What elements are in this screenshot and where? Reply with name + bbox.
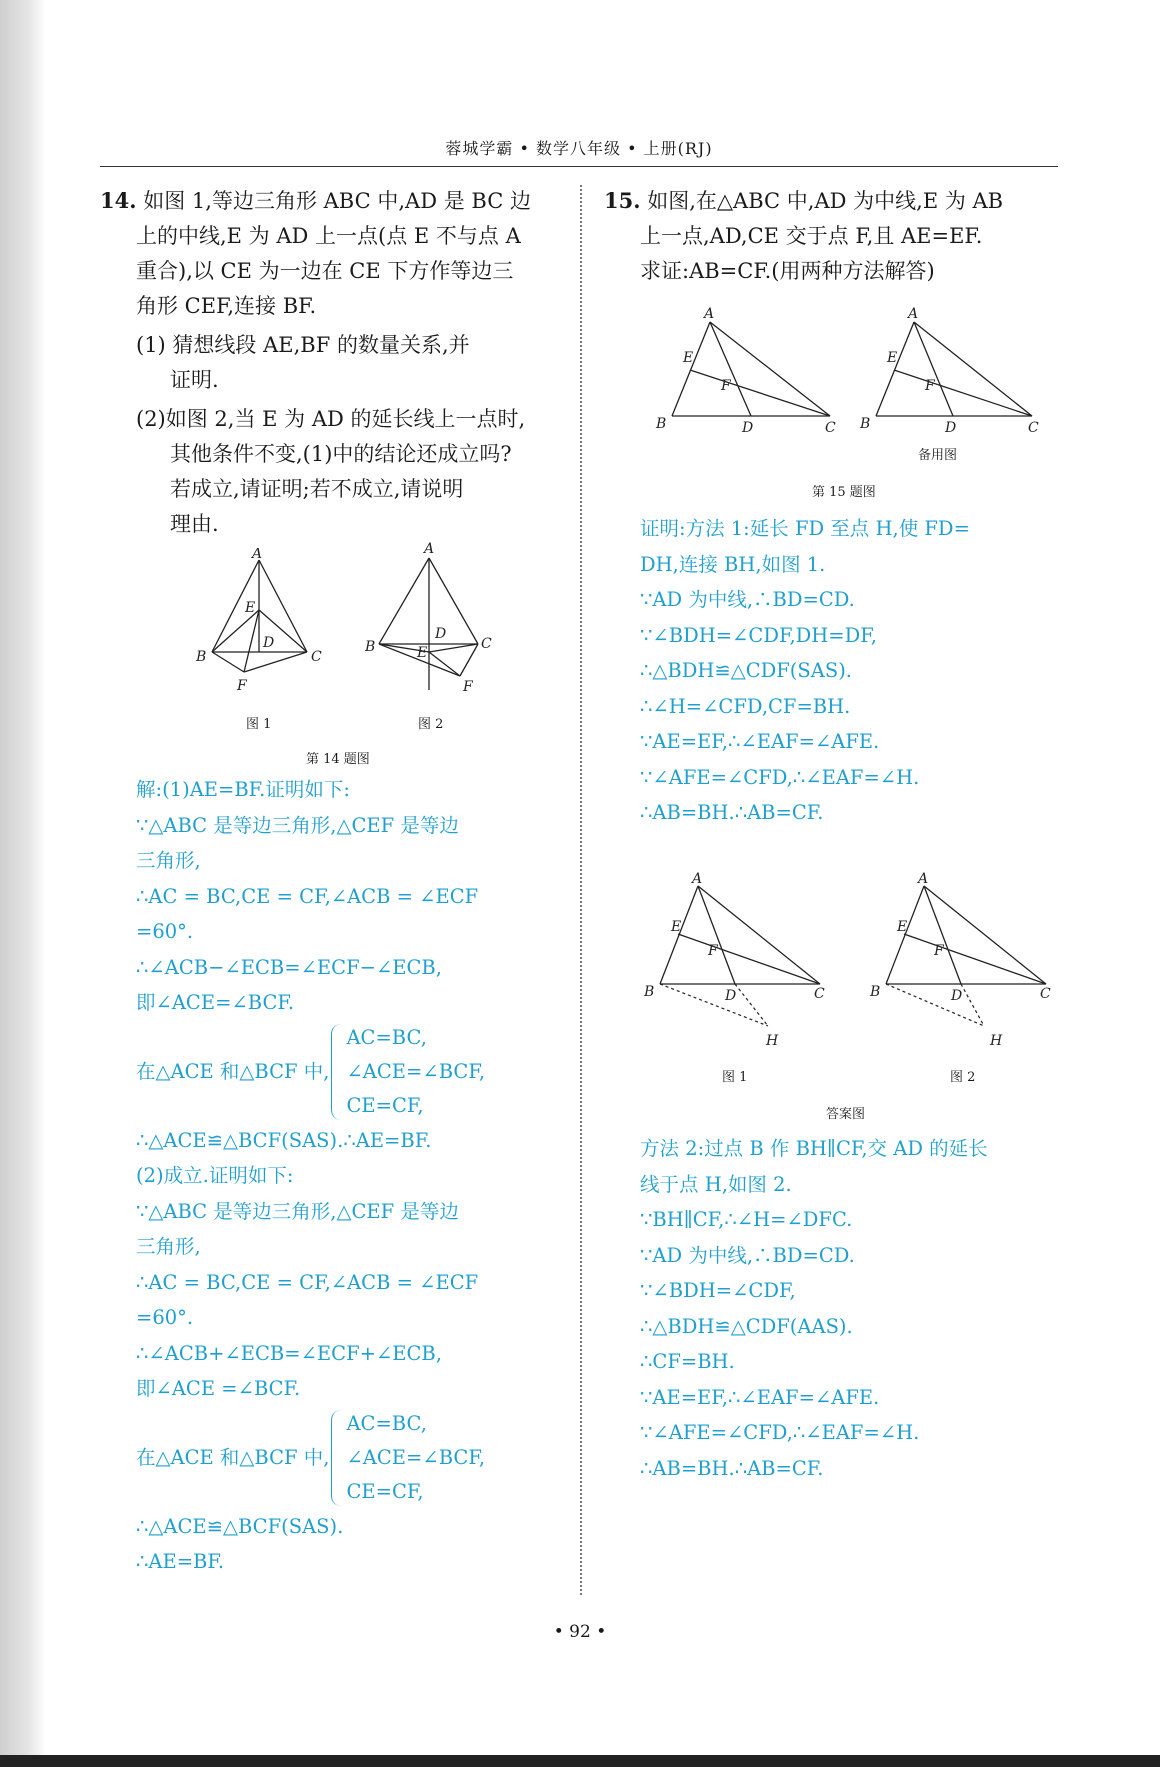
label-C: C: [1028, 420, 1039, 436]
brace-item: ∠ACE=∠BCF,: [346, 1445, 486, 1469]
label-A: A: [252, 548, 263, 562]
solution-line: 解:(1)AE=BF.证明如下:: [136, 778, 350, 801]
solution-line: 即∠ACE=∠BCF.: [136, 991, 295, 1014]
method-1-line: ∴AB=BH.∴AB=CF.: [640, 801, 824, 824]
label-E: E: [245, 600, 256, 616]
method-2: [604, 1131, 1064, 1486]
solution-line: =60°.: [136, 1306, 194, 1329]
running-header: 蓉城学霸 • 数学八年级 • 上册(RJ): [445, 139, 713, 158]
brace-items: [346, 1407, 485, 1509]
solution-line: 即∠ACE =∠BCF.: [136, 1377, 301, 1400]
brace-item: AC=BC,: [346, 1411, 427, 1435]
label-B: B: [365, 639, 376, 655]
label-C: C: [311, 649, 322, 665]
problem-14-figure-2: [365, 540, 515, 700]
fig1-caption: 图 1: [246, 717, 272, 732]
solution-line: ∴∠ACB+∠ECB=∠ECF+∠ECB,: [136, 1341, 442, 1365]
statement-text: 如图 1,等边三角形 ABC 中,AD 是 BC 边: [143, 189, 531, 213]
column-divider: [580, 185, 582, 1595]
label-A: A: [908, 306, 919, 322]
statement-text: 如图,在△ABC 中,AD 为中线,E 为 AB: [647, 189, 1004, 213]
solution-line: ∴AC = BC,CE = CF,∠ACB = ∠ECF: [136, 1270, 479, 1294]
label-F: F: [708, 943, 718, 959]
problem-14: [100, 183, 560, 542]
method-2-line: 线于点 H,如图 2.: [640, 1172, 792, 1196]
label-F: F: [237, 678, 247, 694]
label-B: B: [656, 416, 667, 432]
figure-2-svg: [365, 540, 515, 700]
method-1-line: ∵∠BDH=∠CDF,DH=DF,: [640, 623, 877, 647]
label-B: B: [644, 984, 655, 1000]
statement-line: 角形 CEF,连接 BF.: [136, 294, 317, 318]
method-1-line: ∴∠H=∠CFD,CF=BH.: [640, 694, 851, 718]
label-C: C: [1040, 986, 1051, 1002]
label-B: B: [196, 649, 207, 665]
brace-system: [100, 1021, 570, 1123]
problem-14-solution: [100, 772, 570, 1580]
label-E: E: [417, 645, 428, 661]
answer-figure-1-svg: [640, 870, 840, 1050]
spare-figure-caption: 备用图: [918, 448, 958, 463]
label-E: E: [897, 919, 908, 935]
method-1-line: ∵AD 为中线,∴BD=CD.: [640, 588, 855, 611]
solution-line: ∴△ACE≌△BCF(SAS).: [136, 1514, 344, 1538]
method-2-line: ∴CF=BH.: [640, 1350, 735, 1373]
label-D: D: [435, 626, 447, 642]
solution-line: (2)成立.证明如下:: [136, 1164, 294, 1187]
problem-15-figure: [650, 302, 840, 437]
spare-figure-svg: [852, 302, 1042, 437]
answer-fig1-caption: 图 1: [722, 1070, 748, 1085]
answer-figure-caption: 答案图: [826, 1107, 866, 1122]
label-D: D: [725, 988, 737, 1004]
method-2-line: ∵BH∥CF,∴∠H=∠DFC.: [640, 1208, 853, 1231]
brace-system: [100, 1407, 570, 1509]
answer-figure-1: [640, 870, 840, 1050]
fig2-caption: 图 2: [418, 717, 444, 732]
method-2-line: ∵AE=EF,∴∠EAF=∠AFE.: [640, 1385, 880, 1409]
label-C: C: [814, 986, 825, 1002]
problem-15: [604, 183, 1064, 289]
method-2-line: ∵∠AFE=∠CFD,∴∠EAF=∠H.: [640, 1421, 920, 1444]
answer-figure-2-svg: [866, 870, 1066, 1050]
solution-line: ∵△ABC 是等边三角形,△CEF 是等边: [136, 1199, 459, 1223]
bottom-bar: [0, 1755, 1160, 1767]
statement-line: 重合),以 CE 为一边在 CE 下方作等边三: [136, 259, 514, 283]
label-E: E: [671, 919, 682, 935]
header-rule: [100, 166, 1058, 167]
statement-line: [100, 183, 560, 219]
part-1-line: (1) 猜想线段 AE,BF 的数量关系,并: [136, 333, 470, 357]
statement-line: [604, 183, 1064, 219]
part-2-line: 其他条件不变,(1)中的结论还成立吗?: [170, 442, 512, 466]
method-2-line: 方法 2:过点 B 作 BH∥CF,交 AD 的延长: [640, 1137, 988, 1160]
label-E: E: [683, 350, 694, 366]
label-D: D: [951, 988, 963, 1004]
label-D: D: [742, 420, 754, 436]
label-D: D: [263, 635, 275, 651]
problem-15-statement: [604, 183, 1064, 289]
solution-line: ∴∠ACB−∠ECB=∠ECF−∠ECB,: [136, 955, 442, 979]
label-F: F: [463, 679, 473, 695]
statement-line: 求证:AB=CF.(用两种方法解答): [640, 259, 935, 283]
page-edge-shadow: [0, 0, 46, 1767]
solution-line: 三角形,: [136, 849, 201, 872]
statement-line: 上一点,AD,CE 交于点 F,且 AE=EF.: [640, 224, 983, 248]
method-1-line: ∴△BDH≌△CDF(SAS).: [640, 659, 853, 682]
method-1-line: DH,连接 BH,如图 1.: [640, 552, 826, 576]
part-2-line: 若成立,请证明;若不成立,请说明: [170, 477, 464, 501]
brace-label: 在△ACE 和△BCF 中,: [136, 1059, 330, 1083]
problem-14-statement: [100, 183, 560, 542]
method-2-line: ∴AB=BH.∴AB=CF.: [640, 1456, 824, 1480]
label-F: F: [721, 378, 731, 394]
method-1-line: ∵∠AFE=∠CFD,∴∠EAF=∠H.: [640, 765, 920, 789]
label-A: A: [692, 871, 703, 887]
problem-number: 14.: [100, 188, 137, 213]
solution-line: ∴AE=BF.: [136, 1550, 225, 1573]
label-A: A: [918, 871, 929, 887]
solution-line: ∴△ACE≌△BCF(SAS).∴AE=BF.: [136, 1128, 432, 1152]
label-H: H: [990, 1033, 1003, 1049]
solution-line: ∵△ABC 是等边三角形,△CEF 是等边: [136, 813, 459, 837]
brace-label: 在△ACE 和△BCF 中,: [136, 1445, 330, 1469]
label-E: E: [887, 350, 898, 366]
part-2-line: (2)如图 2,当 E 为 AD 的延长线上一点时,: [136, 407, 526, 431]
method-1-line: ∵AE=EF,∴∠EAF=∠AFE.: [640, 730, 880, 753]
problem-15-figure-svg: [650, 302, 840, 437]
answer-figure-2: [866, 870, 1066, 1050]
label-F: F: [934, 943, 944, 959]
brace-item: CE=CF,: [346, 1479, 424, 1503]
page-number: • 92 •: [553, 1622, 607, 1642]
label-B: B: [870, 984, 881, 1000]
brace-item: CE=CF,: [346, 1093, 424, 1117]
solution-line: 三角形,: [136, 1235, 201, 1258]
statement-line: 上的中线,E 为 AD 上一点(点 E 不与点 A: [136, 224, 521, 248]
method-2-line: ∴△BDH≌△CDF(AAS).: [640, 1314, 853, 1338]
label-C: C: [481, 636, 492, 652]
solution-line: =60°.: [136, 920, 194, 943]
label-A: A: [704, 306, 715, 322]
problem-number: 15.: [604, 188, 641, 213]
left-brace: [331, 1024, 342, 1120]
brace-item: ∠ACE=∠BCF,: [346, 1059, 486, 1083]
label-H: H: [766, 1033, 779, 1049]
problem-15-spare-figure: [852, 302, 1042, 437]
label-B: B: [860, 416, 871, 432]
label-C: C: [825, 420, 836, 436]
answer-fig2-caption: 图 2: [950, 1070, 976, 1085]
label-F: F: [925, 378, 935, 394]
problem-14-figure-1: [190, 548, 340, 698]
method-1-line: 证明:方法 1:延长 FD 至点 H,使 FD=: [640, 517, 970, 540]
part-1-line: 证明.: [170, 368, 219, 392]
problem-15-figure-caption: 第 15 题图: [812, 485, 876, 500]
part-2-line: 理由.: [170, 512, 219, 536]
method-2-line: ∵AD 为中线,∴BD=CD.: [640, 1243, 855, 1267]
method-2-line: ∵∠BDH=∠CDF,: [640, 1279, 796, 1302]
label-D: D: [945, 420, 957, 436]
problem-14-figure-caption: 第 14 题图: [306, 752, 370, 767]
method-1: [604, 511, 1064, 831]
solution-line: ∴AC = BC,CE = CF,∠ACB = ∠ECF: [136, 884, 479, 908]
label-A: A: [424, 541, 435, 557]
left-brace: [331, 1410, 342, 1506]
brace-items: [346, 1021, 485, 1123]
brace-item: AC=BC,: [346, 1025, 427, 1049]
figure-1-svg: [190, 548, 340, 698]
